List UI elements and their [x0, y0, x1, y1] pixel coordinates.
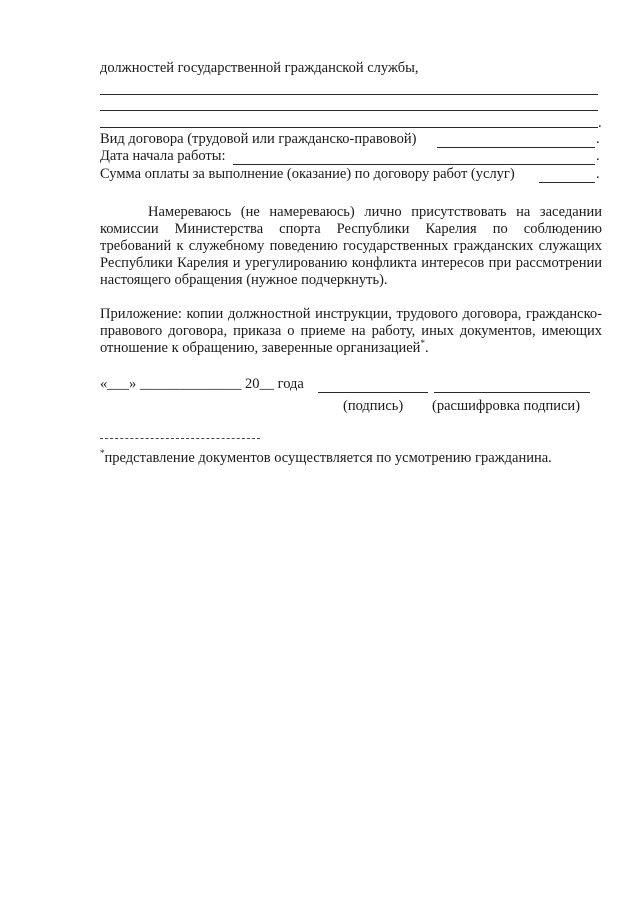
payment-field — [539, 182, 595, 183]
intro-line: должностей государственной гражданской службы, — [100, 60, 419, 76]
footnote-separator — [100, 438, 260, 439]
date-line — [100, 376, 304, 393]
signature-caption: (подпись) — [343, 398, 404, 414]
blank-line-2 — [100, 110, 598, 111]
contract-type-label: Вид договора (трудовой или гражданско-правовой) — [100, 131, 417, 147]
payment-period: . — [596, 166, 600, 182]
date-year-blank: __ — [259, 376, 274, 392]
date-close-quote: » — [129, 376, 137, 392]
appendix-period: . — [424, 340, 429, 356]
signature-decode-field — [434, 392, 590, 393]
contract-type-period: . — [596, 131, 600, 147]
date-year-prefix: 20 — [245, 376, 260, 392]
footnote-text: представление документов осуществляется по усмотрению гражданина. — [104, 450, 552, 466]
signature-decode-caption: (расшифровка подписи) — [432, 398, 581, 414]
start-date-label: Дата начала работы: — [100, 148, 226, 164]
blank-line-1 — [100, 94, 598, 95]
date-day-blank: ___ — [107, 376, 129, 392]
start-date-field — [233, 164, 595, 165]
date-month-blank: ______________ — [139, 376, 242, 392]
payment-label: Сумма оплаты за выполнение (оказание) по договору работ (услуг) — [100, 166, 515, 182]
footnote — [100, 450, 552, 467]
date-open-quote: « — [100, 376, 108, 392]
appendix-text: Приложение: копии должностной инструкции, трудового договора, гражданско-правового договора, приказа о приеме на работу, иных документов, имеющих отношение к обращению, заверенные организацией — [100, 306, 602, 356]
intention-paragraph: Намереваюсь (не намереваюсь) лично присутствовать на заседании комиссии Министерства спорта Республики Карелия по соблюдению требований к служебному поведению государственных гражданских служащих Республики Карелия и урегулированию конфликта интересов при рассмотрении настоящего обращения (нужное подчеркнуть). — [100, 204, 602, 288]
footnote-mark: * — [100, 448, 105, 459]
blank-line-3 — [100, 127, 598, 128]
blank-line-3-period: . — [598, 115, 602, 131]
start-date-period: . — [596, 148, 600, 164]
date-year-suffix: года — [277, 376, 304, 392]
appendix-footnote-mark: * — [420, 338, 425, 349]
signature-field — [318, 392, 428, 393]
contract-type-field — [437, 147, 595, 148]
appendix-paragraph — [100, 306, 602, 357]
